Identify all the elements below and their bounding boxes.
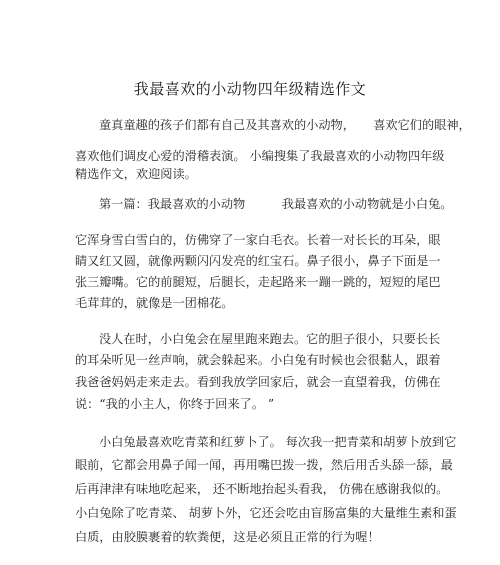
paragraph-line: 白质，由胶膜裹着的软粪便，这是必须且正常的行为喔！ — [75, 530, 380, 544]
paragraph-line: 小白兔最喜欢吃青菜和红萝卜了。 每次我一把青菜和胡萝卜放到它 — [99, 435, 457, 449]
paragraph-line: 睛又红又圆，就像两颗闪闪发亮的红宝石。鼻子很小，鼻子下面是一 — [75, 254, 441, 268]
paragraph-line: 它浑身雪白雪白的，仿佛穿了一家白毛衣。长着一对长长的耳朵，眼 — [75, 233, 441, 247]
paragraph-line: 小白兔除了吃青菜、 胡萝卜外，它还会吃由盲肠富集的大量维生素和蛋 — [75, 506, 457, 520]
paragraph-line: 眼前，它都会用鼻子闻一闻，再用嘴巴拨一拨，然后用舌头舔一舔，最 — [75, 458, 453, 472]
paragraph-line: 童真童趣的孩子们都有自己及其喜欢的小动物， 喜欢它们的眼神， — [99, 118, 471, 132]
paragraph-line: 后再津津有味地吃起来， 还不断地抬起头看我， 仿佛在感谢我似的。 — [75, 482, 449, 496]
paragraph-line: 我爸爸妈妈走来走去。看到我放学回家后，就会一直望着我，仿佛在 — [75, 375, 441, 389]
paragraph-line: 喜欢他们调皮心爱的滑稽表演。 小编搜集了我最喜欢的小动物四年级 — [75, 149, 445, 163]
paragraph-line: 精选作文，欢迎阅读。 — [75, 167, 197, 181]
paragraph-line: 张三瓣嘴。它的前腿短，后腿长，走起路来一蹦一跳的，短短的尾巴 — [75, 275, 441, 289]
paragraph-line: 说：“我的小主人，你终于回来了。 ” — [75, 397, 275, 411]
paragraph-line: 第一篇：我最喜欢的小动物 我最喜欢的小动物就是小白兔。 — [99, 197, 453, 211]
paragraph-line: 毛茸茸的，就像是一团棉花。 — [75, 296, 234, 310]
paragraph-line: 的耳朵听见一丝声响，就会躲起来。小白兔有时候也会很黏人，跟着 — [75, 353, 441, 367]
paragraph-line: 没人在时，小白兔会在屋里跑来跑去。它的胆子很小，只要长长 — [99, 332, 441, 346]
document-title: 我最喜欢的小动物四年级精选作文 — [133, 80, 367, 98]
